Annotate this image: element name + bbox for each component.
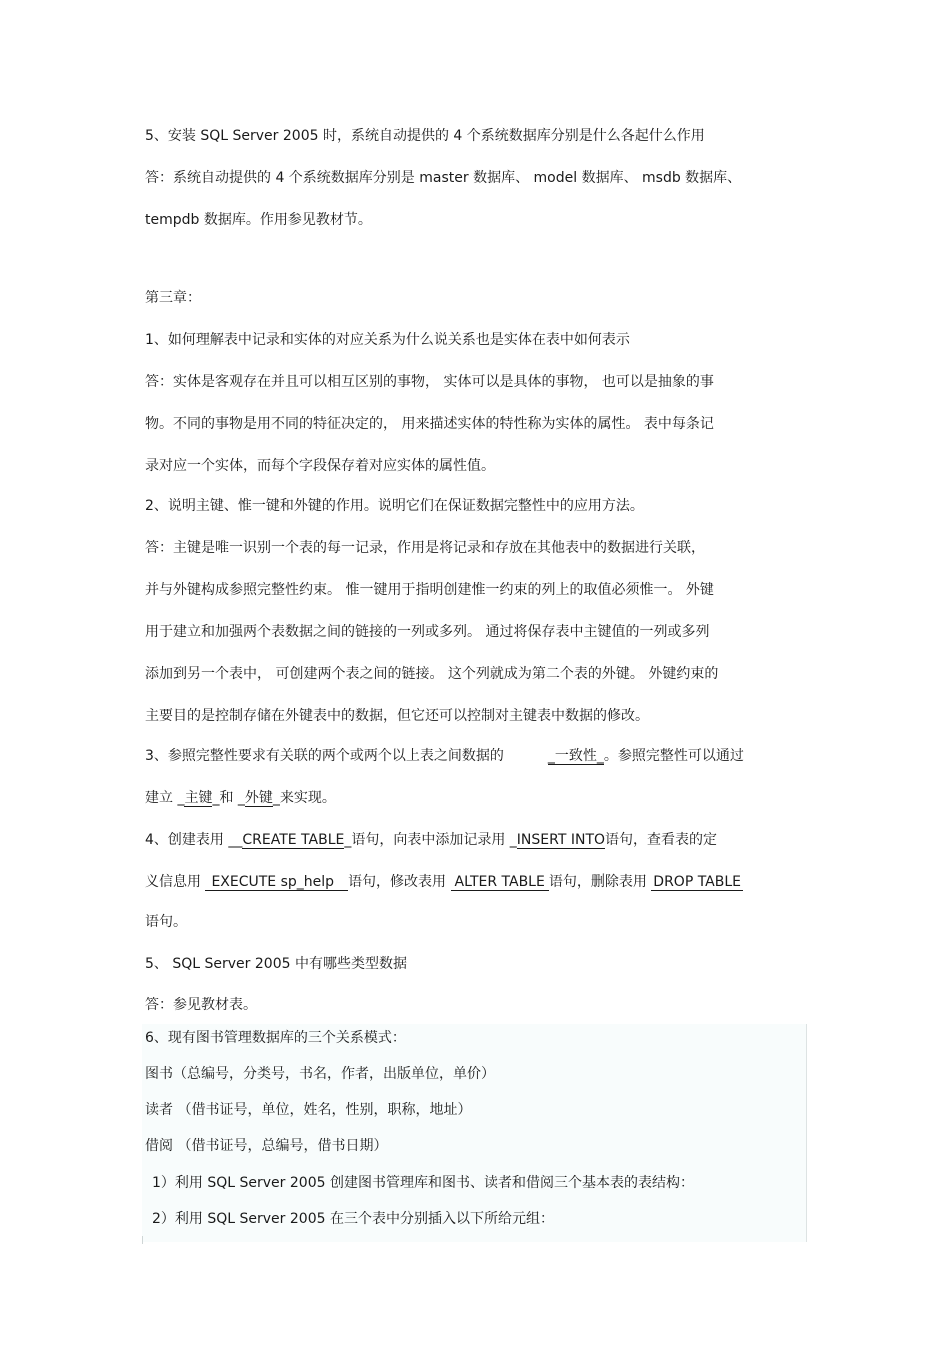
question-6: 6、现有图书管理数据库的三个关系模式： xyxy=(145,1030,406,1046)
blank-create-table: CREATE TABLE xyxy=(242,832,345,848)
question-3-line-1: 3、参照完整性要求有关联的两个或两个以上表之间数据的 _一致性_。参照完整性可以通过 xyxy=(145,748,744,764)
question-5-types: 5、 SQL Server 2005 中有哪些类型数据 xyxy=(145,956,407,972)
answer-2-line-3: 用于建立和加强两个表数据之间的链接的一列或多列。 通过将保存表中主键值的一列或多列 xyxy=(145,624,710,640)
chapter-heading: 第三章： xyxy=(145,290,201,306)
blank-consistency: _一致性_ xyxy=(547,748,604,764)
question-2: 2、说明主键、惟一键和外键的作用。说明它们在保证数据完整性中的应用方法。 xyxy=(145,498,644,514)
answer-1-line-3: 录对应一个实体，而每个字段保存着对应实体的属性值。 xyxy=(145,458,495,474)
task-2: 2）利用 SQL Server 2005 在三个表中分别插入以下所给元组： xyxy=(152,1211,554,1227)
question-3-line-2: 建立 _主键_和 _外键_来实现。 xyxy=(145,790,336,806)
answer-2-line-4: 添加到另一个表中， 可创建两个表之间的链接。 这个列就成为第二个表的外键。 外键约束的 xyxy=(145,666,719,682)
answer-2-line-1: 答：主键是唯一识别一个表的每一记录，作用是将记录和存放在其他表中的数据进行关联， xyxy=(145,540,705,556)
schema-reader: 读者 （借书证号，单位，姓名，性别，职称，地址） xyxy=(145,1102,472,1118)
box-left-edge xyxy=(142,1236,143,1244)
blank-foreign-key: 外键 xyxy=(244,790,273,806)
blank-alter-table: ALTER TABLE xyxy=(451,874,549,891)
answer-1-line-1: 答：实体是客观存在并且可以相互区别的事物， 实体可以是具体的事物， 也可以是抽象的事 xyxy=(145,374,714,390)
blank-insert-into: INSERT INTO xyxy=(516,832,606,848)
answer-5-types: 答：参见教材表。 xyxy=(145,997,257,1013)
question-4-line-3: 语句。 xyxy=(145,914,187,930)
blank-primary-key: 主键 xyxy=(184,790,213,806)
answer-2-line-5: 主要目的是控制存储在外键表中的数据，但它还可以控制对主键表中数据的修改。 xyxy=(145,708,649,724)
answer-1-line-2: 物。不同的事物是用不同的特征决定的， 用来描述实体的特性称为实体的属性。 表中每条记 xyxy=(145,416,714,432)
question-4-line-1: 4、创建表用 __CREATE TABLE_语句，向表中添加记录用 _INSERT INTO语句，查看表的定 xyxy=(145,832,718,848)
question-4-line-2: 义信息用 EXECUTE sp_help 语句，修改表用 ALTER TABLE 语句，删除表用 DROP TABLE xyxy=(145,874,742,890)
schema-borrow: 借阅 （借书证号，总编号，借书日期） xyxy=(145,1138,388,1154)
blank-drop-table: DROP TABLE xyxy=(653,874,742,890)
task-1: 1）利用 SQL Server 2005 创建图书管理库和图书、读者和借阅三个基本表的表结构： xyxy=(152,1175,694,1191)
schema-book: 图书（总编号，分类号，书名，作者，出版单位，单价） xyxy=(145,1066,495,1082)
question-1: 1、如何理解表中记录和实体的对应关系为什么说关系也是实体在表中如何表示 xyxy=(145,332,630,348)
answer-5-line-2: tempdb 数据库。作用参见教材节。 xyxy=(145,212,372,228)
answer-2-line-2: 并与外键构成参照完整性约束。 惟一键用于指明创建惟一约束的列上的取值必须惟一。 外键 xyxy=(145,582,714,598)
blank-execute-sp-help: EXECUTE sp_help xyxy=(205,874,348,891)
answer-5-line-1: 答：系统自动提供的 4 个系统数据库分别是 master 数据库、 model 数据库、 msdb 数据库、 xyxy=(145,170,742,186)
question-5-install: 5、安装 SQL Server 2005 时，系统自动提供的 4 个系统数据库分别是什么各起什么作用 xyxy=(145,128,705,144)
